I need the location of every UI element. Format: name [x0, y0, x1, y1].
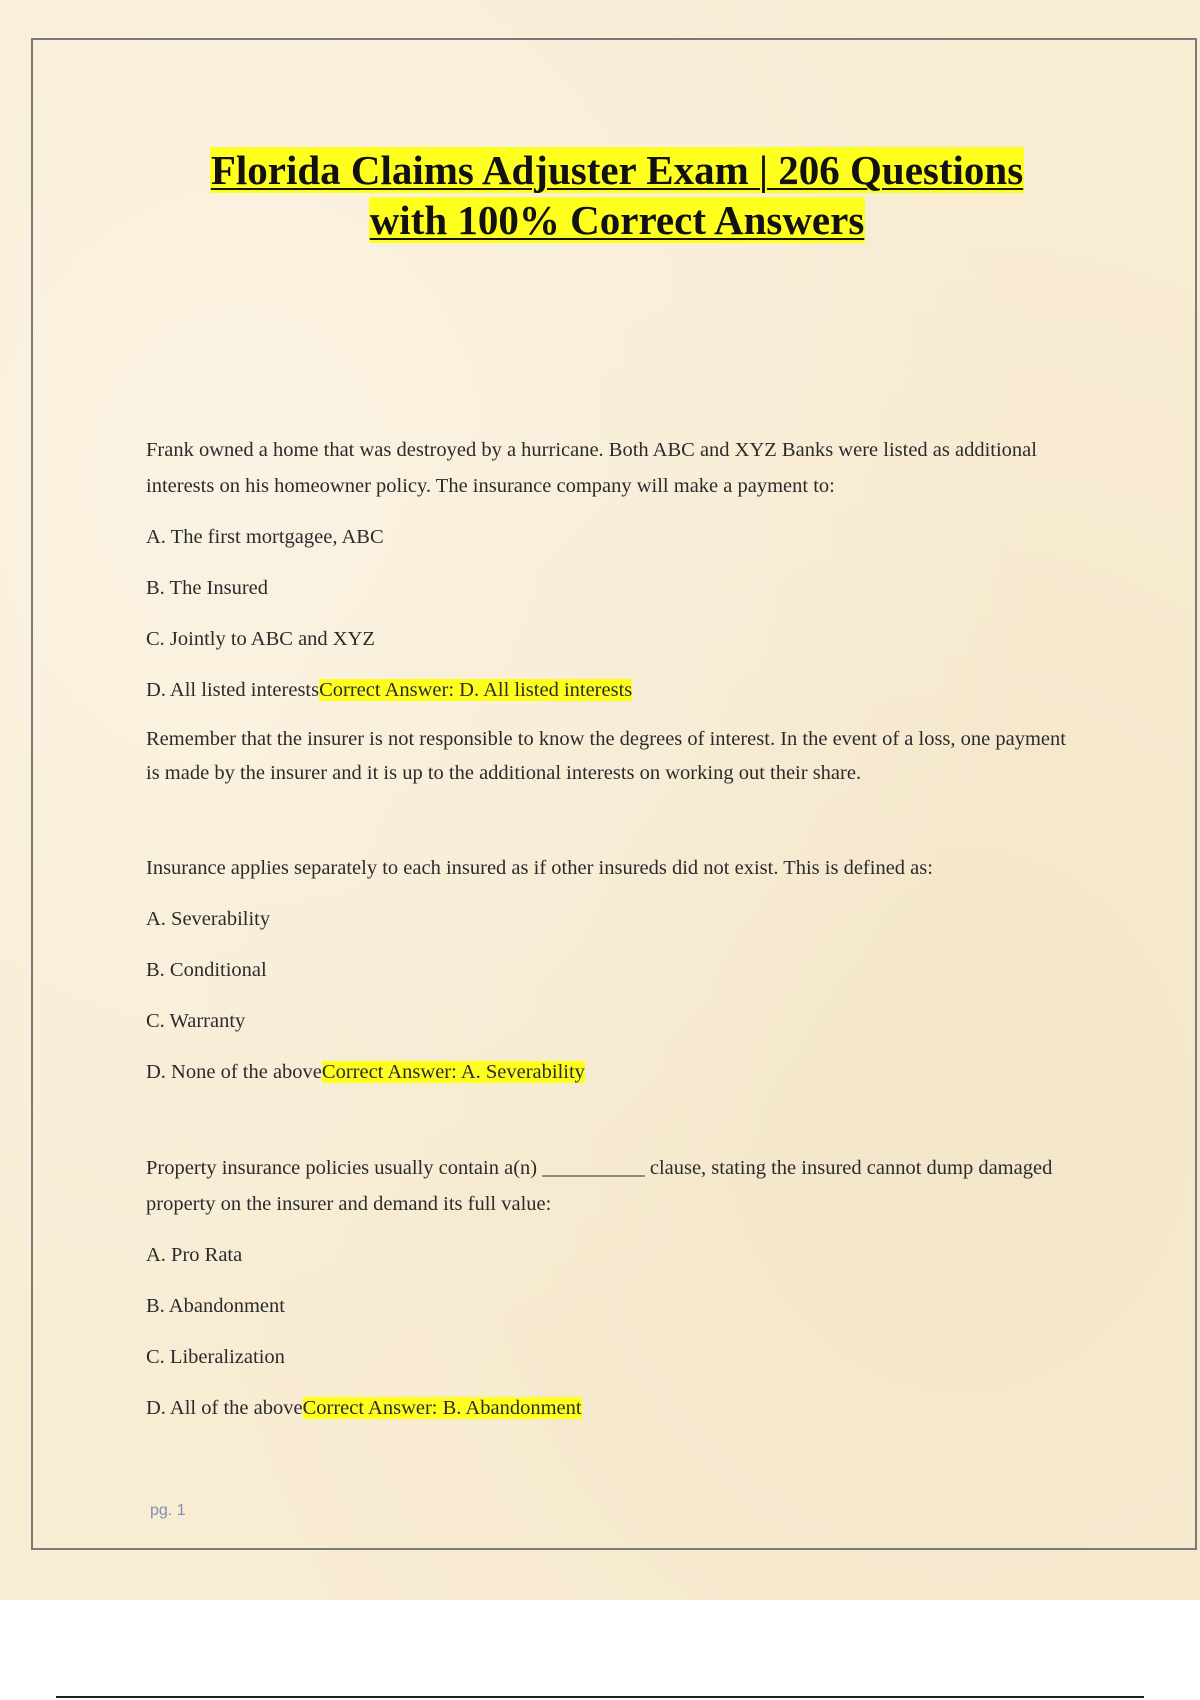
- option-c: C. Liberalization: [146, 1346, 285, 1368]
- option-d: D. All of the above: [146, 1397, 303, 1419]
- questions-section: [146, 432, 1076, 1426]
- title-line-1: Florida Claims Adjuster Exam | 206 Questions: [210, 147, 1024, 193]
- option-a: A. Severability: [146, 908, 271, 930]
- option-b: B. Conditional: [146, 959, 267, 981]
- option-a: A. Pro Rata: [146, 1244, 243, 1266]
- answer-explanation: Remember that the insurer is not responsible to know the degrees of interest. In the event of a loss, one payment is made by the insurer and it is up to the additional interests on working out their share.: [146, 728, 1066, 784]
- option-b: B. Abandonment: [146, 1295, 285, 1317]
- question-text: Insurance applies separately to each insured as if other insureds did not exist. This is defined as:: [146, 857, 933, 879]
- page-number: pg. 1: [150, 1502, 186, 1519]
- question-block-1: [146, 432, 1076, 790]
- option-c: C. Warranty: [146, 1010, 246, 1032]
- title-line-2: with 100% Correct Answers: [369, 197, 865, 243]
- option-b: B. The Insured: [146, 577, 269, 599]
- option-d: D. All listed interests: [146, 679, 320, 701]
- option-c: C. Jointly to ABC and XYZ: [146, 628, 375, 650]
- document-title: [0, 145, 1200, 245]
- correct-answer-highlight: Correct Answer: A. Severability: [321, 1061, 585, 1083]
- question-block-2: [146, 850, 1076, 1090]
- question-text: Property insurance policies usually contain a(n) __________ clause, stating the insured cannot dump damaged property on the insurer and demand its full value:: [146, 1157, 1053, 1215]
- option-d-with-answer: [146, 1390, 1076, 1426]
- question-block-3: [146, 1150, 1076, 1426]
- option-d: D. None of the above: [146, 1061, 322, 1083]
- bottom-divider: [56, 1696, 1144, 1698]
- option-d-with-answer: [146, 1054, 1076, 1090]
- correct-answer-highlight: Correct Answer: D. All listed interests: [319, 679, 633, 701]
- question-text: Frank owned a home that was destroyed by a hurricane. Both ABC and XYZ Banks were listed as additional interests on his homeowner policy. The insurance company will make a payment to:: [146, 439, 1037, 497]
- option-a: A. The first mortgagee, ABC: [146, 526, 384, 548]
- correct-answer-highlight: Correct Answer: B. Abandonment: [302, 1397, 582, 1419]
- option-d-with-answer: [146, 672, 1076, 708]
